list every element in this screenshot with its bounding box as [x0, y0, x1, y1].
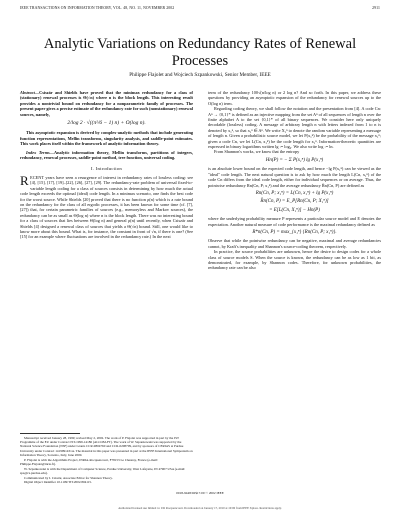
paper-authors: Philippe Flajolet and Wojciech Szpankowski, Senior Member, IEEE: [129, 72, 271, 78]
index-terms-label: Index Terms—: [26, 149, 55, 155]
footnote: Communicated by I. Csiszár, Associate Editor for Shannon Theory.: [24, 475, 113, 480]
equation-maximal-text: R*n(Cn, P) = max_{x₁ⁿ} {Rn(Cn, P; x₁ⁿ)}.: [252, 229, 337, 235]
abstract-label: Abstract—: [20, 90, 40, 95]
footnotes: [20, 436, 193, 485]
equation-entropy-text: Hn(P) = − Σ P(x₁ⁿ) lg P(x₁ⁿ): [265, 157, 324, 163]
page-number: 2911: [372, 6, 380, 10]
license-notice: Authorized licensed use limited to: UR Rocquencourt. Downloaded on January 17, 2010 at 10:06 from IEEE Xplore. Restrictions apply.: [118, 506, 282, 510]
footnote: Manuscript received January 28, 1999; revised May 2, 2002. The work of P. Flajolet was supported in part by the IST Programme of the EU under Contract IST-1999-14186 (ALCOM-FT). The work of W. Szpankowski was supported by the National Science Foundation (NSF) under Grants CCR-9804760 and CCR-0208709, and by sponsors of CERIAS at Purdue University under Contract 1419991431A. The material in this paper was presented in part at the IEEE International Symposium on Information Theory, Sorrento, Italy, June 2000.: [20, 436, 193, 457]
drop-cap: R: [20, 172, 29, 188]
copyright-line: 0018-9448/02$17.00 © 2002 IEEE: [176, 491, 224, 495]
footnote: W. Szpankowski is with the Department of Computer Science, Purdue University, West Lafayette, IN 47907 USA (e-mail: spa@cs.purdue.edu).: [20, 466, 186, 475]
footnote: Digital Object Identifier 10.1109/TIT.2002.804115.: [24, 480, 92, 485]
equation-maximal: [208, 230, 381, 235]
abstract-formula: 2/log 2 · √((π²/6 − 1) n) + O(log n).: [67, 120, 146, 127]
right-paragraph-2: Regarding coding theory, we shall follow the notation and the presentation from [4]. A code Cn: Aⁿ → {0,1}* is defined as an injective mapping from the set Aⁿ of all sequences of length n over the finite alphabet A to the set {0,1}* of all binary sequences. We consider here only uniquely decodable (lossless) coding. A message of arbitrary length n with letters indexed from 1 to n is denoted by x₁ⁿ, so that x₁ⁿ ∈ Aⁿ. We write X₁ⁿ to denote the random variable representing a message of length n. Given a probabilistic source model, we let P(x₁ⁿ) be the probability of the message x₁ⁿ; given a code Cn, we let L(Cn, x₁ⁿ) be the code length for x₁ⁿ. Information-theoretic quantities are expressed in binary logarithms written lg := log₂. We also write log := ln.: [208, 106, 381, 150]
footnote: P. Flajolet is with the Algorithms Project, INRIA-Rocquencourt, F78153 Le Chesnay, France (e-mail: Philippe.Flajolet@inria.fr).: [20, 457, 158, 466]
index-terms: [20, 150, 193, 161]
right-paragraph-1: term of the redundancy 100√(n/log n) or 2 log n? And so forth. In this paper, we address these questions by providing an asymptotic expansion of the redundancy for renewal sources up to the O(log n) term.: [208, 90, 381, 106]
left-column: [20, 90, 193, 240]
equation-pointwise-text: Rn(Cn, P; x₁ⁿ) = L(Cn, x₁ⁿ) + lg P(x₁ⁿ): [255, 190, 334, 196]
intro-text: ECENT years have seen a resurgence of interest in redundancy rates of lossless coding: see [4], [15], [17], [19]–[22], [26], [27], [29]. The redundancy-rate problem of universal fixed-to-variable length coding for a class of sources consists in determining by how much the actual code length exceeds the optimal (ideal) code length. In a minimax scenario, one finds the best code for the worst source. While Shields [20] proved that there is no function ρ(n) which is a rate bound on the redundancy for the class of all ergodic processes, it has been known for some time (cf. [7], [27]) that, for certain parametric families of sources (e.g., memoryless and Markov sources), the redundancy can be as small as Θ(log n) where n is the block length. There was no interesting bound for a class of sources that lies between Θ(log n) and general ρ(n) until recently, when Csiszár and Shields [4] designed a renewal class of sources that yields a Θ(√n) bound. Still, one would like to know more about this bound. What is, for instance, the constant in front of √n, if there is one? (See [15] for an example where fluctuations are involved in the redundancy rate.) In the next: [20, 174, 193, 240]
right-paragraph-5: where the underlying probability measure P represents a particular source model and E denotes the expectation. Another natural measure of code performance is the maximal redundancy defined as: [208, 216, 381, 227]
abstract: [20, 90, 193, 117]
running-header: [20, 6, 380, 14]
right-paragraph-7: In practice, the source probabilities are unknown, hence the desire to design codes for a whole class of source models S. When the source is known, the redundancy can be as low as 1 bit, as demonstrated, for example, by Shannon codes. Therefore, for unknown probabilities, the redundancy rate can be also: [208, 249, 381, 271]
equation-average: [208, 199, 381, 204]
right-paragraph-4: is an absolute lower bound on the expected code length, and hence −lg P(x₁ⁿ) can be viewed as the "ideal" code length. The next natural question is to ask by how much the length L(Cn, x₁ⁿ) of the code Cn differs from the ideal code length, either for individual sequences or on average. Thus, the pointwise redundancy Rn(Cn, P; x₁ⁿ) and the average redundancy R̄n(Cn, P) are defined as: [208, 166, 381, 188]
right-column: [208, 90, 381, 271]
index-terms-text: Analytic information theory, Mellin transforms, partitions of integers, redundancy, renewal processes, saddle-point method, tree function, universal coding.: [20, 149, 193, 161]
equation-entropy: [208, 158, 381, 163]
abstract-text: Csiszár and Shields have proved that the minimax redundancy for a class of (stationary) renewal processes is Θ(√n) where n is the block length. This interesting result provides a nontrivial bound on redundancy for a nonparametric family of processes. The present paper gives a precise estimate of the redundancy rate for such (nonstationary) renewal sources, namely,: [20, 90, 193, 117]
equation-average-2-text: = E[L(Cn, X₁ⁿ)] − Hn(P): [269, 207, 320, 213]
right-paragraph-6: Observe that while the pointwise redundancy can be negative, maximal and average redundancies cannot, by Kraft's inequality and Shannon's source-coding theorem, respectively.: [208, 238, 381, 249]
paper-title: Analytic Variations on Redundancy Rates of Renewal Processes: [43, 36, 357, 69]
equation-average-text: R̄n(Cn, P) = E_P[Rn(Cn, P; X₁ⁿ)]: [260, 199, 329, 205]
abstract-text-2: This asymptotic expansion is derived by complex-analytic methods that include generating function representations, Mellin transforms, singularity analysis, and saddle-point estimates. This work places itself within the framework of analytic information theory.: [20, 130, 193, 147]
equation-average-2: [208, 208, 381, 213]
intro-paragraph: [20, 172, 193, 240]
right-paragraph-3: From Shannon's works, we know that the entropy: [214, 149, 300, 155]
section-heading-introduction: I. Introduction: [90, 166, 123, 172]
journal-header: IEEE TRANSACTIONS ON INFORMATION THEORY, VOL. 48, NO. 11, NOVEMBER 2002: [20, 6, 175, 10]
footnote-divider: [20, 433, 80, 434]
equation-pointwise: [208, 191, 381, 196]
